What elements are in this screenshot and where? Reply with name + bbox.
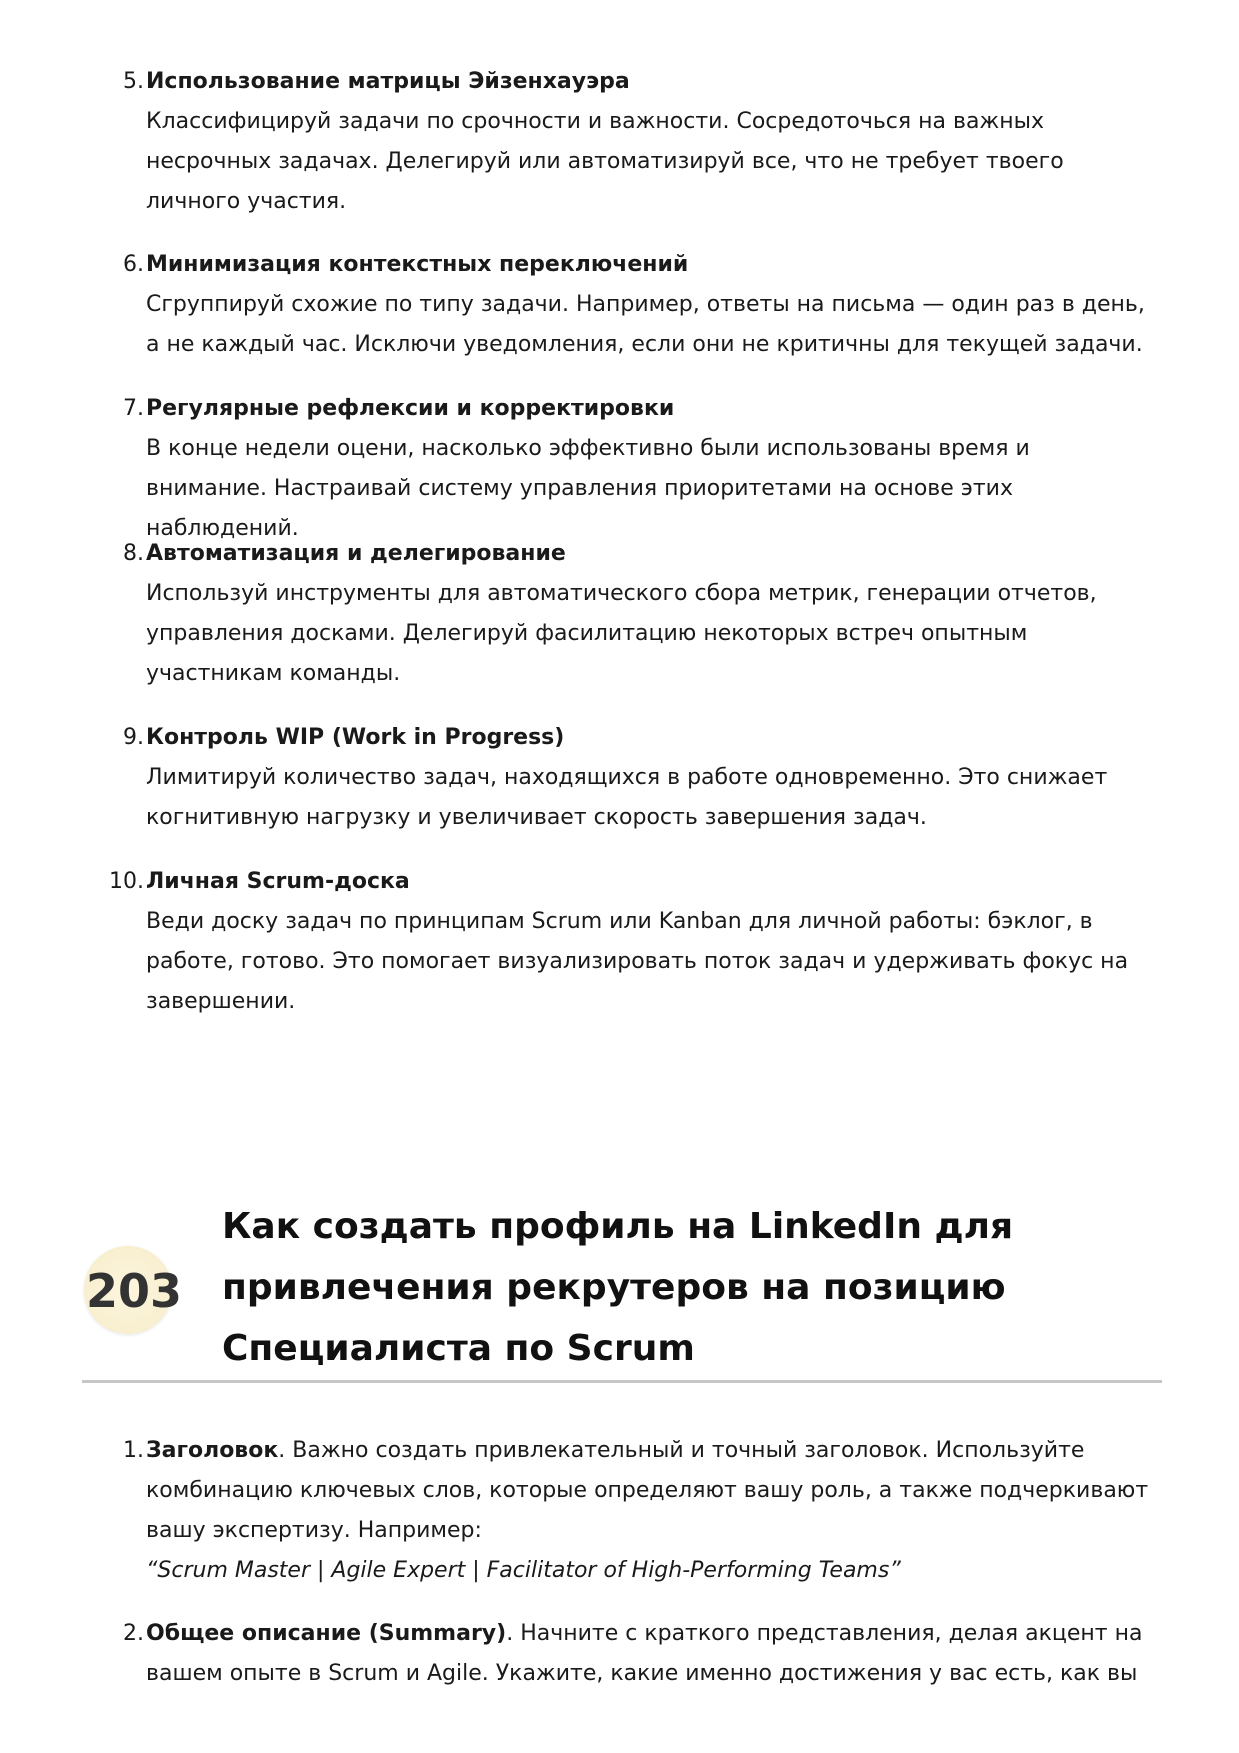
list-item-text: . Важно создать привлекательный и точный заголовок. Используйте комбинацию ключевых слов, которые определяют вашу роль, а также подчеркивают вашу экспертизу. Например:: [146, 1438, 1149, 1543]
list-item: [123, 1431, 1156, 1591]
list-item: [123, 718, 1156, 838]
list-item-number: 10.: [109, 869, 144, 894]
list-item: [109, 862, 1156, 1022]
list-item: [123, 534, 1156, 694]
list-item-title: Контроль WIP (Work in Progress): [146, 725, 565, 750]
list-item-title: Автоматизация и делегирование: [146, 541, 566, 566]
list-item-body: Сгруппируй схожие по типу задачи. Например, ответы на письма — один раз в день, а не каждый час. Исключи уведомления, если они не критичны для текущей задачи.: [146, 292, 1145, 357]
list-item: [123, 245, 1156, 365]
list-item-number: 8.: [123, 541, 144, 566]
list-item-body: Классифицируй задачи по срочности и важности. Сосредоточься на важных несрочных задачах. Делегируй или автоматизируй все, что не требует твоего личного участия.: [146, 109, 1064, 214]
list-item-number: 5.: [123, 69, 144, 94]
list-item-title: Общее описание (Summary): [146, 1621, 507, 1646]
list-item: [123, 62, 1156, 222]
list-item-title: Личная Scrum-доска: [146, 869, 410, 894]
list-item-number: 1.: [123, 1438, 144, 1463]
chapter-title: Как создать профиль на LinkedIn для привлечения рекрутеров на позицию Специалиста по Scrum: [222, 1206, 1014, 1369]
list-item-title: Использование матрицы Эйзенхауэра: [146, 69, 630, 94]
chapter-header: [82, 1196, 1162, 1383]
list-item-body: В конце недели оцени, насколько эффективно были использованы время и внимание. Настраивай систему управления приоритетами на основе этих наблюдений.: [146, 436, 1030, 541]
list-item-body: Используй инструменты для автоматического сбора метрик, генерации отчетов, управления досками. Делегируй фасилитацию некоторых встреч опытным участникам команды.: [146, 581, 1097, 686]
list-item-body: Лимитируй количество задач, находящихся в работе одновременно. Это снижает когнитивную нагрузку и увеличивает скорость завершения задач.: [146, 765, 1108, 830]
list-item-title: Регулярные рефлексии и корректировки: [146, 396, 675, 421]
list-item-number: 9.: [123, 725, 144, 750]
list-item: [123, 1614, 1156, 1694]
list-item-number: 2.: [123, 1621, 144, 1646]
chapter-number: 203: [86, 1264, 183, 1318]
list-item-title: Заголовок: [146, 1438, 279, 1463]
list-item-body: Веди доску задач по принципам Scrum или Kanban для личной работы: бэклог, в работе, готово. Это помогает визуализировать поток задач и удерживать фокус на завершении.: [146, 909, 1129, 1014]
list-item-title: Минимизация контекстных переключений: [146, 252, 689, 277]
list-item: [123, 389, 1156, 549]
list-item-body: [146, 1614, 1156, 1694]
headline-example-quote: “Scrum Master | Agile Expert | Facilitator of High-Performing Teams”: [146, 1558, 901, 1583]
list-item-number: 6.: [123, 252, 144, 277]
list-item-body: [146, 1431, 1156, 1551]
list-item-text: . Начните с краткого представления, делая акцент на вашем опыте в Scrum и Agile. Укажите, какие именно достижения у вас есть, как вы: [146, 1621, 1143, 1686]
list-item-number: 7.: [123, 396, 144, 421]
